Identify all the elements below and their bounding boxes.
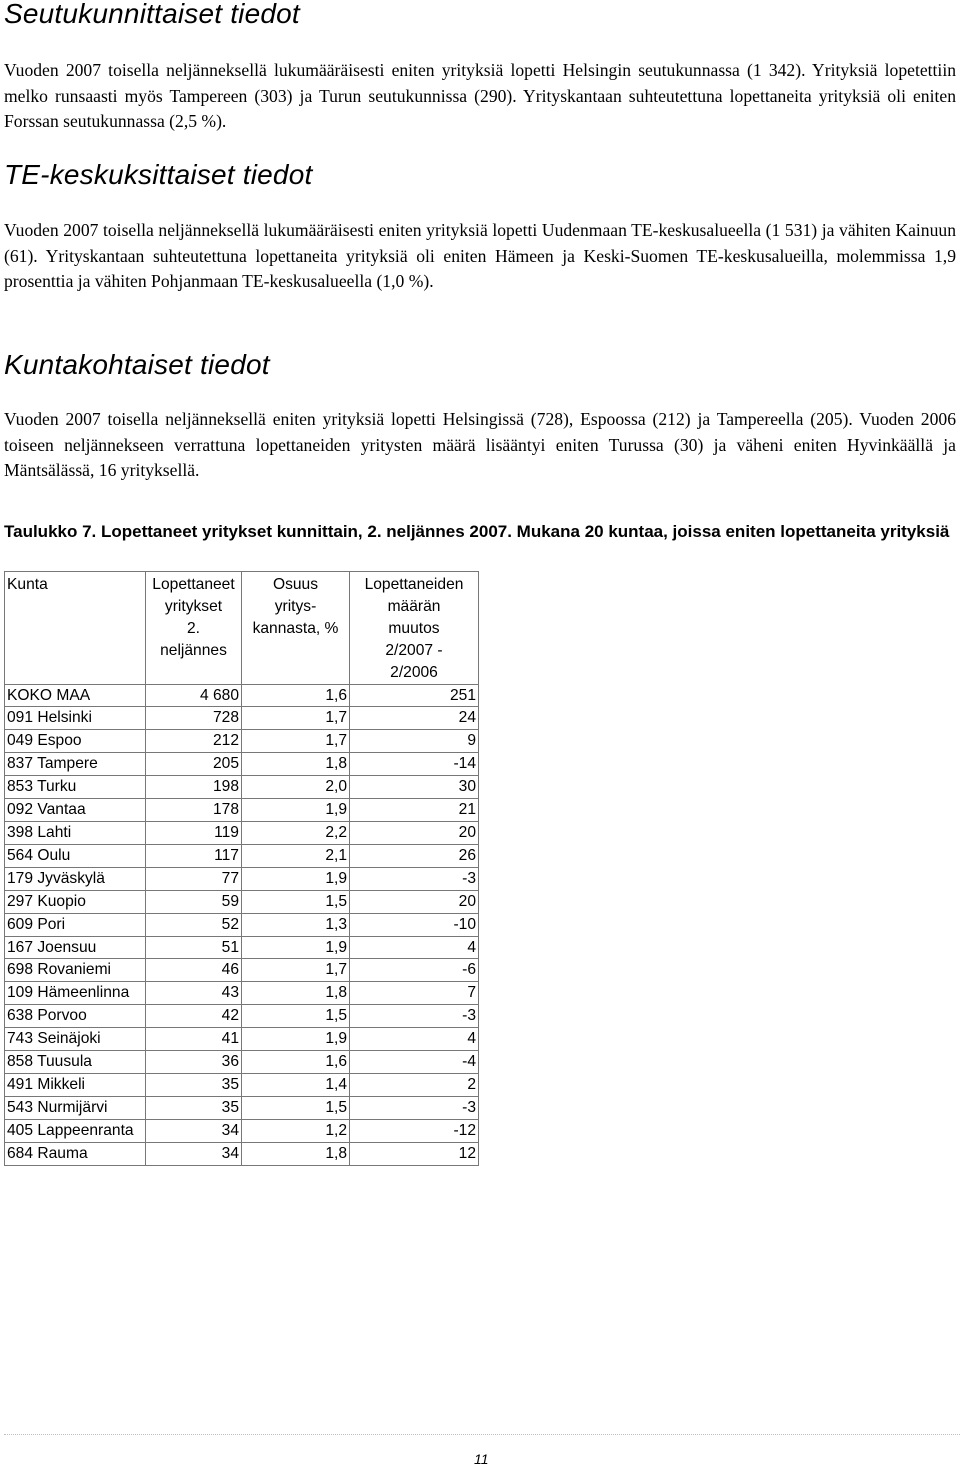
table-row bbox=[5, 1028, 479, 1051]
table-row bbox=[5, 1119, 479, 1142]
header-kunta: Kunta bbox=[5, 572, 146, 685]
cell-lopettaneet: 36 bbox=[146, 1051, 242, 1074]
table-row bbox=[5, 730, 479, 753]
table-row bbox=[5, 1005, 479, 1028]
cell-osuus: 1,7 bbox=[242, 707, 350, 730]
cell-muutos: -3 bbox=[350, 1096, 479, 1119]
cell-lopettaneet: 34 bbox=[146, 1119, 242, 1142]
table-row bbox=[5, 936, 479, 959]
cell-muutos: 26 bbox=[350, 844, 479, 867]
cell-lopettaneet: 52 bbox=[146, 913, 242, 936]
cell-kunta: KOKO MAA bbox=[5, 684, 146, 707]
section-heading-kuntakohtaiset: Kuntakohtaiset tiedot bbox=[4, 349, 270, 380]
cell-lopettaneet: 35 bbox=[146, 1073, 242, 1096]
cell-muutos: -3 bbox=[350, 867, 479, 890]
cell-lopettaneet: 119 bbox=[146, 821, 242, 844]
cell-lopettaneet: 77 bbox=[146, 867, 242, 890]
header-muutos: Lopettaneiden määrän muutos 2/2007 - 2/2006 bbox=[350, 572, 479, 685]
table-row bbox=[5, 913, 479, 936]
table-body bbox=[5, 684, 479, 1165]
cell-osuus: 1,2 bbox=[242, 1119, 350, 1142]
table-row bbox=[5, 684, 479, 707]
cell-kunta: 743 Seinäjoki bbox=[5, 1028, 146, 1051]
table-caption: Taulukko 7. Lopettaneet yritykset kunnittain, 2. neljännes 2007. Mukana 20 kuntaa, joissa eniten lopettaneita yrityksiä bbox=[4, 522, 950, 541]
cell-lopettaneet: 728 bbox=[146, 707, 242, 730]
cell-osuus: 1,7 bbox=[242, 730, 350, 753]
cell-muutos: -4 bbox=[350, 1051, 479, 1074]
cell-osuus: 1,8 bbox=[242, 753, 350, 776]
cell-osuus: 1,5 bbox=[242, 890, 350, 913]
header-osuus: Osuus yritys- kannasta, % bbox=[242, 572, 350, 685]
table-row bbox=[5, 776, 479, 799]
cell-kunta: 092 Vantaa bbox=[5, 799, 146, 822]
cell-kunta: 543 Nurmijärvi bbox=[5, 1096, 146, 1119]
cell-muutos: 2 bbox=[350, 1073, 479, 1096]
footer-divider bbox=[4, 1434, 960, 1435]
table-row bbox=[5, 867, 479, 890]
cell-lopettaneet: 212 bbox=[146, 730, 242, 753]
cell-kunta: 858 Tuusula bbox=[5, 1051, 146, 1074]
cell-muutos: 20 bbox=[350, 821, 479, 844]
cell-muutos: -10 bbox=[350, 913, 479, 936]
cell-osuus: 2,1 bbox=[242, 844, 350, 867]
cell-muutos: 251 bbox=[350, 684, 479, 707]
cell-osuus: 1,8 bbox=[242, 982, 350, 1005]
cell-muutos: 30 bbox=[350, 776, 479, 799]
cell-osuus: 1,6 bbox=[242, 684, 350, 707]
cell-muutos: 9 bbox=[350, 730, 479, 753]
cell-osuus: 1,7 bbox=[242, 959, 350, 982]
cell-lopettaneet: 205 bbox=[146, 753, 242, 776]
cell-kunta: 684 Rauma bbox=[5, 1142, 146, 1165]
cell-osuus: 1,9 bbox=[242, 936, 350, 959]
cell-kunta: 091 Helsinki bbox=[5, 707, 146, 730]
section-heading-seutukunnittaiset: Seutukunnittaiset tiedot bbox=[4, 0, 300, 29]
cell-kunta: 167 Joensuu bbox=[5, 936, 146, 959]
table-row bbox=[5, 1073, 479, 1096]
cell-lopettaneet: 41 bbox=[146, 1028, 242, 1051]
cell-lopettaneet: 42 bbox=[146, 1005, 242, 1028]
cell-muutos: -3 bbox=[350, 1005, 479, 1028]
cell-muutos: 4 bbox=[350, 1028, 479, 1051]
section-text-seutukunnittaiset: Vuoden 2007 toisella neljänneksellä lukumääräisesti eniten yrityksiä lopetti Helsingin seutukunnassa (1 342). Yrityksiä lopetettiin melko runsaasti myös Tampereen (303) ja Turun seutukunnissa (290). Yrityskantaan suhteutettuna lopettaneita yrityksiä oli eniten Forssan seutukunnassa (2,5 %). bbox=[4, 60, 956, 131]
cell-kunta: 049 Espoo bbox=[5, 730, 146, 753]
table-row bbox=[5, 982, 479, 1005]
cell-osuus: 1,9 bbox=[242, 867, 350, 890]
cell-muutos: 12 bbox=[350, 1142, 479, 1165]
cell-kunta: 179 Jyväskylä bbox=[5, 867, 146, 890]
cell-kunta: 638 Porvoo bbox=[5, 1005, 146, 1028]
section-heading-te-keskuksittaiset: TE-keskuksittaiset tiedot bbox=[4, 159, 313, 190]
cell-kunta: 837 Tampere bbox=[5, 753, 146, 776]
cell-lopettaneet: 117 bbox=[146, 844, 242, 867]
page-number: 11 bbox=[474, 1451, 489, 1467]
table-header-row bbox=[5, 572, 479, 685]
cell-kunta: 297 Kuopio bbox=[5, 890, 146, 913]
section-text-te-keskuksittaiset: Vuoden 2007 toisella neljänneksellä lukumääräisesti eniten yrityksiä lopetti Uudenmaan TE-keskusalueella (1 531) ja vähiten Kainuun (61). Yrityskantaan suhteutettuna lopettaneita yrityksiä oli eniten Hämeen ja Keski-Suomen TE-keskusalueilla, molemmissa 1,9 prosenttia ja vähiten Pohjanmaan TE-keskusalueella (1,0 %). bbox=[4, 220, 956, 291]
cell-kunta: 491 Mikkeli bbox=[5, 1073, 146, 1096]
header-lopettaneet: Lopettaneet yritykset 2. neljännes bbox=[146, 572, 242, 685]
cell-kunta: 564 Oulu bbox=[5, 844, 146, 867]
cell-kunta: 698 Rovaniemi bbox=[5, 959, 146, 982]
section-text-kuntakohtaiset: Vuoden 2007 toisella neljänneksellä eniten yrityksiä lopetti Helsingissä (728), Espoossa (212) ja Tampereella (205). Vuoden 2006 toiseen neljännekseen verrattuna lopettaneiden yritysten määrä lisääntyi eniten Turussa (30) ja väheni eniten Hyvinkäällä ja Mäntsälässä, 16 yrityksellä. bbox=[4, 409, 956, 480]
cell-muutos: -12 bbox=[350, 1119, 479, 1142]
cell-osuus: 1,8 bbox=[242, 1142, 350, 1165]
cell-lopettaneet: 59 bbox=[146, 890, 242, 913]
cell-kunta: 609 Pori bbox=[5, 913, 146, 936]
cell-osuus: 1,9 bbox=[242, 799, 350, 822]
table-row bbox=[5, 1142, 479, 1165]
cell-osuus: 1,6 bbox=[242, 1051, 350, 1074]
table-row bbox=[5, 1096, 479, 1119]
cell-lopettaneet: 4 680 bbox=[146, 684, 242, 707]
cell-lopettaneet: 46 bbox=[146, 959, 242, 982]
cell-osuus: 1,9 bbox=[242, 1028, 350, 1051]
cell-kunta: 109 Hämeenlinna bbox=[5, 982, 146, 1005]
table-row bbox=[5, 959, 479, 982]
table-row bbox=[5, 799, 479, 822]
cell-osuus: 2,2 bbox=[242, 821, 350, 844]
cell-osuus: 2,0 bbox=[242, 776, 350, 799]
table-row bbox=[5, 753, 479, 776]
cell-lopettaneet: 34 bbox=[146, 1142, 242, 1165]
cell-lopettaneet: 43 bbox=[146, 982, 242, 1005]
cell-osuus: 1,4 bbox=[242, 1073, 350, 1096]
table-row bbox=[5, 821, 479, 844]
municipality-table bbox=[4, 571, 479, 1166]
table-row bbox=[5, 890, 479, 913]
cell-lopettaneet: 178 bbox=[146, 799, 242, 822]
cell-muutos: -6 bbox=[350, 959, 479, 982]
table-row bbox=[5, 707, 479, 730]
table-row bbox=[5, 844, 479, 867]
cell-lopettaneet: 51 bbox=[146, 936, 242, 959]
cell-kunta: 405 Lappeenranta bbox=[5, 1119, 146, 1142]
cell-kunta: 398 Lahti bbox=[5, 821, 146, 844]
cell-muutos: 4 bbox=[350, 936, 479, 959]
table-row bbox=[5, 1051, 479, 1074]
cell-muutos: -14 bbox=[350, 753, 479, 776]
cell-lopettaneet: 35 bbox=[146, 1096, 242, 1119]
cell-muutos: 20 bbox=[350, 890, 479, 913]
cell-muutos: 21 bbox=[350, 799, 479, 822]
cell-muutos: 24 bbox=[350, 707, 479, 730]
cell-osuus: 1,5 bbox=[242, 1096, 350, 1119]
cell-lopettaneet: 198 bbox=[146, 776, 242, 799]
cell-kunta: 853 Turku bbox=[5, 776, 146, 799]
cell-muutos: 7 bbox=[350, 982, 479, 1005]
cell-osuus: 1,3 bbox=[242, 913, 350, 936]
cell-osuus: 1,5 bbox=[242, 1005, 350, 1028]
